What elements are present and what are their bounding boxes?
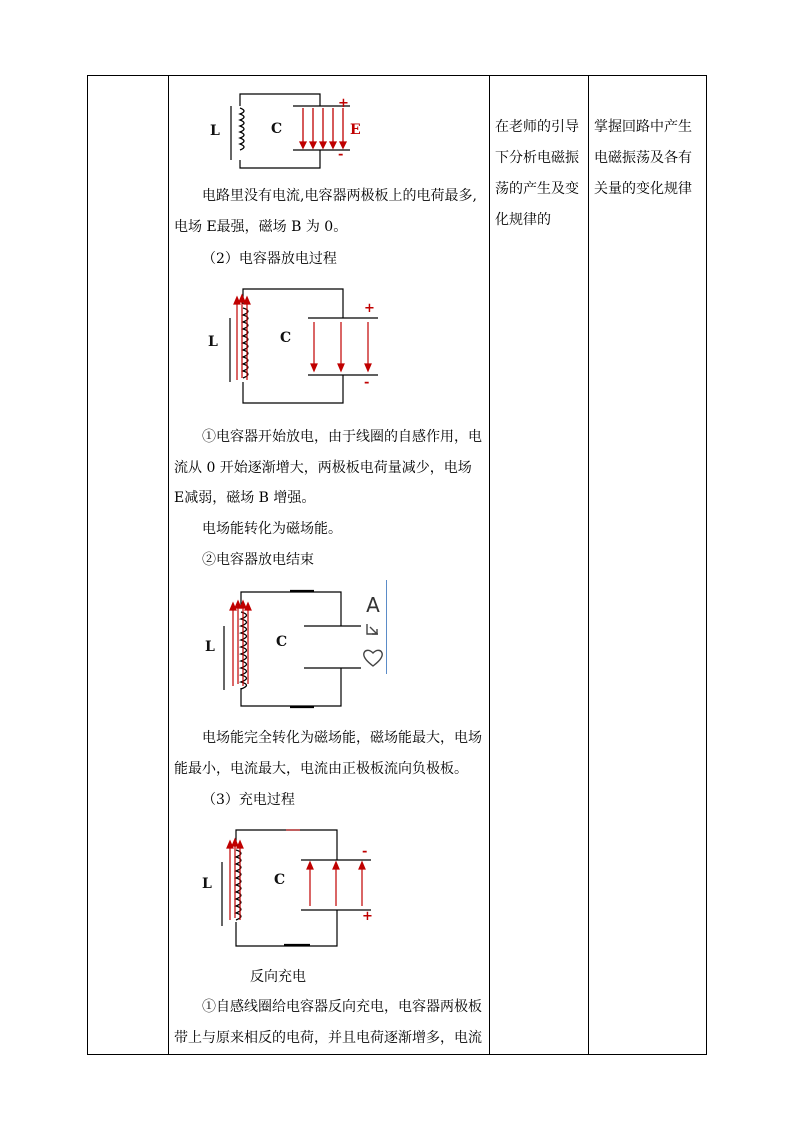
- paragraph-line: E减弱，磁场 B 增强。: [174, 490, 316, 506]
- circuit-diagram-charged: [200, 88, 370, 178]
- plus-sign: +: [362, 909, 373, 924]
- floating-toolbar: [358, 580, 387, 674]
- inductor-label: L: [205, 639, 215, 655]
- minus-sign: -: [338, 147, 344, 162]
- activity-column: [495, 112, 583, 236]
- field-label: E: [350, 122, 361, 138]
- paragraph-line: 能最小，电流最大，电流由正极板流向负极板。: [174, 761, 468, 777]
- crop-icon[interactable]: [362, 622, 384, 644]
- paragraph-line: 电场 E最强，磁场 B 为 0。: [174, 219, 348, 235]
- circuit-diagram-discharging: [200, 280, 390, 410]
- column-divider: [489, 76, 490, 1054]
- circuit-diagram-discharged: [196, 586, 361, 710]
- paragraph-line: ①电容器开始放电，由于线圈的自感作用，电: [202, 429, 482, 445]
- inductor-label: L: [210, 123, 220, 139]
- figure-caption: 反向充电: [250, 969, 306, 985]
- objective-line: 掌握回路中产生: [594, 119, 692, 135]
- objective-line: 电磁振荡及各有: [594, 150, 692, 166]
- text-icon[interactable]: A: [366, 593, 380, 617]
- column-divider: [168, 76, 169, 1054]
- column-divider: [588, 76, 589, 1054]
- minus-sign: -: [364, 375, 370, 390]
- paragraph-line: 带上与原来相反的电荷，并且电荷逐渐增多，电流: [174, 1030, 482, 1046]
- heart-icon[interactable]: [362, 648, 384, 670]
- activity-line: 在老师的引导: [495, 119, 579, 135]
- capacitor-label: C: [271, 121, 283, 137]
- circuit-diagram-charging: [196, 822, 386, 952]
- section-heading: （3）充电过程: [202, 792, 295, 808]
- activity-line: 下分析电磁振: [495, 150, 579, 166]
- capacitor-label: C: [280, 330, 292, 346]
- image-icon[interactable]: [362, 580, 384, 588]
- objective-line: 关量的变化规律: [594, 181, 692, 197]
- paragraph-line: 电场能完全转化为磁场能，磁场能最大，电场: [202, 730, 482, 746]
- paragraph-line: ①自感线圈给电容器反向充电，电容器两极板: [202, 999, 482, 1015]
- minus-sign: -: [362, 844, 368, 859]
- paragraph-line: 电路里没有电流,电容器两极板上的电荷最多,: [202, 188, 477, 204]
- plus-sign: +: [364, 301, 375, 316]
- inductor-label: L: [208, 334, 218, 350]
- capacitor-label: C: [276, 634, 288, 650]
- section-heading: ②电容器放电结束: [202, 552, 314, 568]
- inductor-label: L: [202, 876, 212, 892]
- paragraph-line: 流从 0 开始逐渐增大，两极板电荷量减少，电场: [174, 460, 472, 476]
- plus-sign: +: [338, 96, 349, 111]
- activity-line: 荡的产生及变: [495, 181, 579, 197]
- capacitor-label: C: [274, 872, 286, 888]
- activity-line: 化规律的: [495, 212, 551, 228]
- paragraph-line: 电场能转化为磁场能。: [202, 521, 342, 537]
- section-heading: （2）电容器放电过程: [202, 251, 337, 267]
- objective-column: [594, 112, 702, 205]
